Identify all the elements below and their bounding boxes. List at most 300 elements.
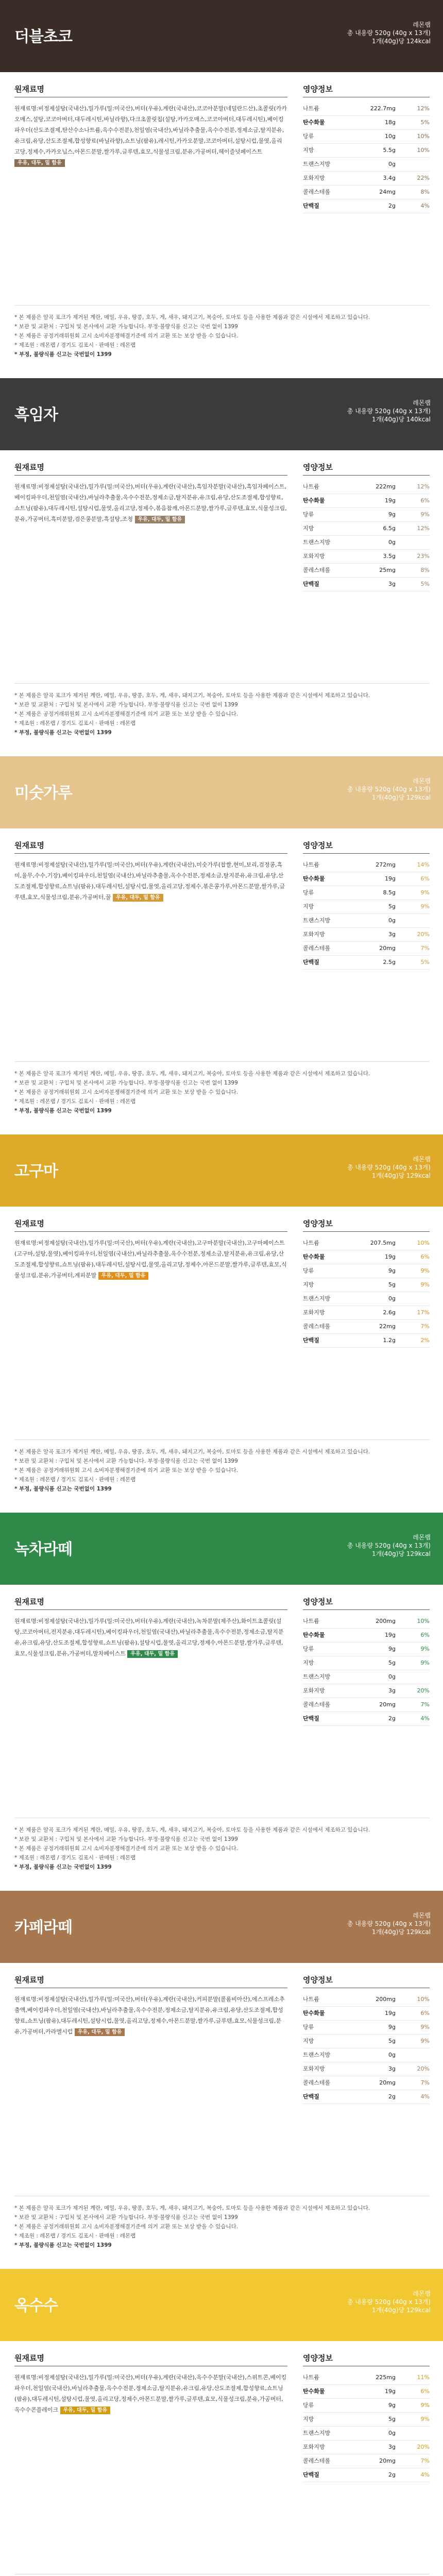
divider — [14, 853, 287, 854]
product-title: 녹차라떼 — [14, 1540, 72, 1558]
product-header-bar — [0, 1513, 443, 1585]
nutrient-name: 당류 — [303, 511, 314, 518]
product-meta — [347, 2290, 431, 2314]
ingredients-heading: 원재료명 — [14, 1597, 44, 1606]
nutrient-percent: 5% — [420, 959, 430, 965]
nutrient-percent: 4% — [420, 2471, 430, 2478]
allergen-badge: 우유, 대두, 밀 함유 — [14, 159, 65, 167]
note-line: * 본 제품은 공정거래위원회 고시 소비자분쟁해결기준에 의거 교환 또는 보상 받을 수 있습니다. — [14, 1845, 238, 1852]
nutrition-table — [303, 102, 430, 213]
nutrient-percent: 9% — [420, 2416, 430, 2422]
nutrition-table — [303, 1993, 430, 2104]
nutrient-percent: 22% — [417, 175, 430, 181]
nutrient-amount: 0g — [388, 2052, 396, 2058]
nutrient-amount: 2g — [388, 2093, 396, 2100]
nutrition-row — [303, 536, 430, 550]
note-line: * 제조원 : 레몬랩 / 경기도 김포시 · 판매원 : 레몬랩 — [14, 720, 136, 726]
note-line: * 제조원 : 레몬랩 / 경기도 김포시 · 판매원 : 레몬랩 — [14, 2233, 136, 2239]
nutrient-amount: 0g — [388, 917, 396, 924]
ingredients-list: 원재료명:비정제설탕(국내산),밀가루(밀:미국산),버터(우유),계란(국내산),고구마분말(국내산),고구마페이스트(고구마,설탕,물엿),베이킹파우더,천일염(국내산),바닐라추출물,옥수수전분,정제소금,탈지분유,유크림,유당,산도조절제,합성향료,쇼트닝(팜유),대두레시틴,설탕시럽,물엿,올리고당,정제수,아몬드분말,쌀가루,글루텐,효모,식물성크림,분유,가공버터,계피분말 — [14, 1240, 287, 1279]
nutrient-name: 지방 — [303, 1659, 314, 1666]
nutrition-row — [303, 1993, 430, 2007]
notes-block — [14, 1439, 430, 1494]
nutrient-name: 지방 — [303, 2038, 314, 2044]
nutrient-percent: 12% — [417, 525, 430, 532]
nutrient-percent: 8% — [420, 567, 430, 573]
divider — [303, 475, 430, 476]
product-meta-line: 1개(40g)당 129kcal — [371, 1550, 431, 1557]
nutrient-percent: 10% — [417, 1996, 430, 2003]
nutrition-row — [303, 508, 430, 522]
note-line: * 본 제품은 알곡 포크가 제거된 계란, 메밀, 우유, 땅콩, 호두, 게, 새우, 돼지고기, 복숭아, 토마토 등을 사용한 제품과 같은 시설에서 제조하고 있습니다. — [14, 692, 370, 699]
nutrient-percent: 9% — [420, 511, 430, 518]
divider — [303, 1231, 430, 1232]
nutrient-name: 당류 — [303, 1646, 314, 1652]
product-body — [0, 1207, 443, 1513]
nutrient-percent: 20% — [417, 2444, 430, 2450]
note-line: * 제조원 : 레몬랩 / 경기도 김포시 · 판매원 : 레몬랩 — [14, 1477, 136, 1483]
nutrient-amount: 0g — [388, 2430, 396, 2436]
note-line: * 부정, 불량식품 신고는 국번없이 1399 — [14, 2242, 112, 2248]
nutrition-row — [303, 2441, 430, 2454]
nutrient-percent: 8% — [420, 189, 430, 195]
nutrient-percent: 6% — [420, 875, 430, 882]
ingredients-text — [14, 859, 287, 903]
nutrient-name: 단백질 — [303, 2093, 319, 2100]
nutrient-name: 나트륨 — [303, 861, 319, 868]
nutrient-amount: 24mg — [379, 189, 396, 195]
ingredients-heading: 원재료명 — [14, 463, 44, 472]
divider — [14, 1231, 287, 1232]
nutrition-row — [303, 1236, 430, 1250]
nutrition-row — [303, 2048, 430, 2062]
note-line: * 부정, 불량식품 신고는 국번없이 1399 — [14, 730, 112, 736]
ingredients-list: 원재료명:비정제설탕(국내산),밀가루(밀:미국산),버터(우유),계란(국내산),녹차분말(제주산),화이트초콜릿(설탕,코코아버터,전지분유,대두레시틴),베이킹파우더,천일염(국내산),바닐라추출물,옥수수전분,정제소금,탈지분유,유크림,유당,산도조절제,합성향료,쇼트닝(팜유),설탕시럽,물엿,올리고당,정제수,아몬드분말,쌀가루,글루텐,효모,식물성크림,분유,가공버터,말차페이스트 — [14, 1618, 284, 1657]
nutrition-row — [303, 872, 430, 886]
nutrition-row — [303, 858, 430, 872]
product-meta-line: 총 내용량 520g (40g x 13개) — [347, 1920, 431, 1927]
nutrient-amount: 2g — [388, 2471, 396, 2478]
nutrition-row — [303, 480, 430, 494]
nutrient-name: 탄수화물 — [303, 497, 325, 504]
nutrient-name: 지방 — [303, 525, 314, 532]
nutrient-amount: 2.5g — [383, 959, 396, 965]
nutrient-percent: 7% — [420, 945, 430, 952]
nutrition-row — [303, 914, 430, 928]
nutrient-amount: 3g — [388, 2065, 396, 2072]
product-meta-line: 1개(40g)당 129kcal — [371, 2307, 431, 2314]
product-body — [0, 828, 443, 1134]
product-meta — [347, 1155, 431, 1180]
nutrient-name: 트랜스지방 — [303, 1673, 331, 1680]
nutrition-row — [303, 1250, 430, 1264]
product-section — [0, 1891, 443, 2269]
product-section — [0, 0, 443, 378]
nutrient-percent: 9% — [420, 1646, 430, 1652]
nutrient-amount: 222.7mg — [370, 105, 396, 112]
nutrient-name: 지방 — [303, 1281, 314, 1288]
product-meta-line: 레몬랩 — [413, 2290, 431, 2297]
nutrient-name: 포화지방 — [303, 931, 325, 938]
nutrient-amount: 200mg — [376, 1996, 396, 2003]
nutrient-amount: 19g — [385, 1253, 396, 1260]
nutrient-percent: 17% — [417, 1309, 430, 1316]
nutrient-name: 콜레스테롤 — [303, 189, 331, 195]
nutrient-percent: 9% — [420, 1267, 430, 1274]
nutrition-table — [303, 1236, 430, 1348]
nutrient-name: 탄수화물 — [303, 2388, 325, 2395]
note-line: * 본 제품은 알곡 포크가 제거된 계란, 메밀, 우유, 땅콩, 호두, 게, 새우, 돼지고기, 복숭아, 토마토 등을 사용한 제품과 같은 시설에서 제조하고 있습니다. — [14, 2205, 370, 2211]
allergen-badge: 우유, 대두, 밀 함유 — [98, 1272, 149, 1280]
nutrient-name: 트랜스지방 — [303, 917, 331, 924]
nutrient-percent — [396, 1292, 430, 1306]
nutrient-amount: 5g — [388, 2038, 396, 2044]
nutrient-amount: 3.5g — [383, 553, 396, 560]
nutrient-name: 트랜스지방 — [303, 539, 331, 546]
nutrient-percent: 20% — [417, 2065, 430, 2072]
nutrient-name: 콜레스테롤 — [303, 2458, 331, 2464]
nutrition-row — [303, 1712, 430, 1726]
nutrient-amount: 8.5g — [383, 889, 396, 896]
nutrient-amount: 3g — [388, 1687, 396, 1694]
note-line: * 본 제품은 알곡 포크가 제거된 계란, 메밀, 우유, 땅콩, 호두, 게, 새우, 돼지고기, 복숭아, 토마토 등을 사용한 제품과 같은 시설에서 제조하고 있습니다. — [14, 1827, 370, 1833]
ingredients-list: 원재료명:비정제설탕(국내산),밀가루(밀:미국산),버터(우유),계란(국내산),코코아분말(네덜란드산),초콜릿(카카오매스,설탕,코코아버터,대두레시틴,바닐라향),다크초콜릿칩(설탕,카카오매스,코코아버터,대두레시틴),베이킹파우더(산도조절제,탄산수소나트륨,옥수수전분),천일염(국내산),바닐라추출물,옥수수전분,정제소금,탈지분유,유크림,유당,산도조절제,합성향료(바닐라향),쇼트닝(팜유),레시틴,카카오분말,코코아버터,설탕시럽,물엿,올리고당,정제수,카카오닙스,아몬드분말,쌀가루,글루텐,효모,식물성크림,분유,가공버터,헤이즐넛페이스트 — [14, 105, 287, 155]
nutrient-name: 탄수화물 — [303, 1253, 325, 1260]
nutrient-name: 나트륨 — [303, 2374, 319, 2381]
product-title: 미숫가루 — [14, 784, 72, 802]
product-meta-line: 레몬랩 — [413, 1534, 431, 1541]
product-title: 고구마 — [14, 1162, 58, 1180]
nutrient-percent: 6% — [420, 1253, 430, 1260]
product-meta-line: 총 내용량 520g (40g x 13개) — [347, 1542, 431, 1549]
nutrient-name: 포화지방 — [303, 175, 325, 181]
nutrition-row — [303, 2399, 430, 2413]
nutrient-amount: 5g — [388, 1659, 396, 1666]
nutrient-percent: 6% — [420, 497, 430, 504]
nutrition-row — [303, 564, 430, 578]
nutrient-amount: 272mg — [376, 861, 396, 868]
nutrient-percent: 6% — [420, 2388, 430, 2395]
nutrition-row — [303, 2413, 430, 2427]
note-line: * 부정, 불량식품 신고는 국번없이 1399 — [14, 1486, 112, 1492]
nutrient-percent: 9% — [420, 903, 430, 910]
product-title: 흑임자 — [14, 406, 58, 424]
nutrition-row — [303, 2035, 430, 2048]
product-meta-line: 총 내용량 520g (40g x 13개) — [347, 408, 431, 415]
ingredients-list: 원재료명:비정제설탕(국내산),밀가루(밀:미국산),버터(우유),계란(국내산),흑임자분말(국내산),흑임자페이스트,베이킹파우더,천일염(국내산),바닐라추출물,옥수수전분,정제소금,탈지분유,유크림,유당,산도조절제,합성향료,쇼트닝(팜유),대두레시틴,설탕시럽,물엿,올리고당,정제수,볶음참깨,아몬드분말,쌀가루,글루텐,효모,식물성크림,분유,가공버터,흑미분말,검은콩분말,흑설탕,조청 — [14, 483, 287, 522]
product-meta-line: 1개(40g)당 129kcal — [371, 1172, 431, 1179]
ingredients-heading: 원재료명 — [14, 1975, 44, 1985]
divider — [14, 475, 287, 476]
nutrient-amount: 222mg — [376, 483, 396, 490]
nutrition-table — [303, 480, 430, 591]
nutrition-row — [303, 158, 430, 172]
notes-block — [14, 305, 430, 359]
nutrition-row — [303, 2427, 430, 2441]
nutrition-row — [303, 2385, 430, 2399]
product-meta-line: 레몬랩 — [413, 399, 431, 406]
nutrient-percent — [396, 2048, 430, 2062]
nutrient-percent: 9% — [420, 2038, 430, 2044]
nutrition-table — [303, 1615, 430, 1726]
nutrient-amount: 5g — [388, 903, 396, 910]
notes-block — [14, 2196, 430, 2250]
allergen-badge: 우유, 대두, 밀 함유 — [75, 2028, 125, 2036]
allergen-badge: 우유, 대두, 밀 함유 — [113, 894, 163, 902]
nutrition-row — [303, 2007, 430, 2021]
nutrient-percent: 12% — [417, 483, 430, 490]
nutrient-name: 탄수화물 — [303, 875, 325, 882]
note-line: * 본 제품은 알곡 포크가 제거된 계란, 메밀, 우유, 땅콩, 호두, 게, 새우, 돼지고기, 복숭아, 토마토 등을 사용한 제품과 같은 시설에서 제조하고 있습니다. — [14, 1071, 370, 1077]
nutrition-row — [303, 886, 430, 900]
nutrient-percent: 7% — [420, 1323, 430, 1330]
nutrient-percent — [396, 914, 430, 927]
nutrient-name: 지방 — [303, 147, 314, 154]
ingredients-text — [14, 1616, 287, 1659]
nutrient-name: 탄수화물 — [303, 2010, 325, 2016]
product-title: 옥수수 — [14, 2297, 58, 2315]
product-meta — [347, 399, 431, 423]
nutrient-name: 나트륨 — [303, 1618, 319, 1624]
nutrient-percent: 9% — [420, 2402, 430, 2409]
note-line: * 보관 및 교환처 : 구입처 및 본사에서 교환 가능합니다. 부정·불량식품 신고는 국번 없이 1399 — [14, 702, 238, 708]
nutrition-heading: 영양정보 — [303, 1219, 333, 1228]
nutrient-name: 트랜스지방 — [303, 1295, 331, 1302]
product-title: 더블초코 — [14, 28, 72, 46]
nutrient-name: 포화지방 — [303, 2065, 325, 2072]
notes-block — [14, 683, 430, 737]
nutrient-amount: 9g — [388, 1646, 396, 1652]
nutrient-name: 당류 — [303, 2402, 314, 2409]
note-line: * 제조원 : 레몬랩 / 경기도 김포시 · 판매원 : 레몬랩 — [14, 1855, 136, 1861]
nutrient-percent: 12% — [417, 105, 430, 112]
nutrient-amount: 1.2g — [383, 1337, 396, 1344]
nutrient-amount: 5g — [388, 2416, 396, 2422]
notes-block — [14, 1818, 430, 1872]
nutrition-row — [303, 2468, 430, 2482]
note-line: * 본 제품은 알곡 포크가 제거된 계란, 메밀, 우유, 땅콩, 호두, 게, 새우, 돼지고기, 복숭아, 토마토 등을 사용한 제품과 같은 시설에서 제조하고 있습니다. — [14, 1449, 370, 1455]
nutrition-row — [303, 494, 430, 508]
product-meta — [347, 21, 431, 45]
divider — [14, 1609, 287, 1610]
nutrient-amount: 225mg — [376, 2374, 396, 2381]
nutrient-amount: 19g — [385, 497, 396, 504]
nutrition-row — [303, 1306, 430, 1320]
nutrient-name: 당류 — [303, 889, 314, 896]
nutrient-name: 나트륨 — [303, 105, 319, 112]
nutrition-row — [303, 1292, 430, 1306]
note-line: * 본 제품은 공정거래위원회 고시 소비자분쟁해결기준에 의거 교환 또는 보상 받을 수 있습니다. — [14, 1089, 238, 1095]
nutrition-row — [303, 185, 430, 199]
nutrient-percent: 5% — [420, 119, 430, 126]
product-section — [0, 2269, 443, 2576]
nutrient-amount: 3g — [388, 931, 396, 938]
nutrient-percent: 14% — [417, 861, 430, 868]
nutrient-amount: 9g — [388, 1267, 396, 1274]
nutrient-name: 지방 — [303, 2416, 314, 2422]
nutrient-percent: 20% — [417, 1687, 430, 1694]
nutrient-name: 트랜스지방 — [303, 2430, 331, 2436]
nutrient-percent: 23% — [417, 553, 430, 560]
nutrient-name: 지방 — [303, 903, 314, 910]
product-meta-line: 레몬랩 — [413, 777, 431, 785]
nutrient-name: 포화지방 — [303, 553, 325, 560]
nutrient-percent: 11% — [417, 2374, 430, 2381]
divider — [303, 1609, 430, 1610]
nutrient-name: 콜레스테롤 — [303, 567, 331, 573]
product-meta — [347, 777, 431, 802]
nutrient-amount: 0g — [388, 1673, 396, 1680]
nutrient-amount: 9g — [388, 511, 396, 518]
nutrition-heading: 영양정보 — [303, 463, 333, 472]
ingredients-text — [14, 481, 287, 524]
nutrient-percent: 10% — [417, 147, 430, 154]
ingredients-text — [14, 1238, 287, 1281]
nutrient-amount: 5.5g — [383, 147, 396, 154]
product-meta-line: 총 내용량 520g (40g x 13개) — [347, 2298, 431, 2306]
nutrient-name: 나트륨 — [303, 1240, 319, 1246]
product-body — [0, 450, 443, 756]
product-header-bar — [0, 1891, 443, 1963]
nutrient-percent: 9% — [420, 1281, 430, 1288]
allergen-badge: 우유, 대두, 밀 함유 — [135, 516, 185, 523]
nutrient-name: 탄수화물 — [303, 1632, 325, 1638]
nutrient-name: 당류 — [303, 133, 314, 140]
nutrient-percent: 7% — [420, 2458, 430, 2464]
ingredients-list: 원재료명:비정제설탕(국내산),밀가루(밀:미국산),버터(우유),계란(국내산),미숫가루(찹쌀,현미,보리,검정콩,흑미,율무,수수,기장),베이킹파우더,천일염(국내산),바닐라추출물,옥수수전분,정제소금,탈지분유,유크림,유당,산도조절제,합성향료,쇼트닝(팜유),대두레시틴,설탕시럽,물엿,올리고당,정제수,볶은콩가루,아몬드분말,쌀가루,글루텐,효모,식물성크림,분유,가공버터,꿀 — [14, 861, 285, 901]
nutrient-percent — [396, 1670, 430, 1684]
ingredients-heading: 원재료명 — [14, 841, 44, 850]
nutrient-name: 포화지방 — [303, 1687, 325, 1694]
product-meta-line: 레몬랩 — [413, 21, 431, 28]
nutrition-row — [303, 522, 430, 536]
allergen-badge: 우유, 대두, 밀 함유 — [60, 2406, 111, 2414]
product-meta-line: 1개(40g)당 129kcal — [371, 1928, 431, 1936]
nutrient-amount: 0g — [388, 1295, 396, 1302]
notes-block — [14, 1061, 430, 1115]
nutrition-row — [303, 1629, 430, 1642]
allergen-badge: 우유, 대두, 밀 함유 — [127, 1650, 178, 1658]
product-header-bar — [0, 378, 443, 450]
nutrient-name: 단백질 — [303, 2471, 319, 2478]
ingredients-heading: 원재료명 — [14, 1219, 44, 1228]
nutrient-percent: 9% — [420, 1659, 430, 1666]
note-line: * 보관 및 교환처 : 구입처 및 본사에서 교환 가능합니다. 부정·불량식품 신고는 국번 없이 1399 — [14, 2214, 238, 2221]
nutrient-percent: 2% — [420, 1337, 430, 1344]
ingredients-list: 원재료명:비정제설탕(국내산),밀가루(밀:미국산),버터(우유),계란(국내산),옥수수분말(국내산),스위트콘,베이킹파우더,천일염(국내산),바닐라추출물,옥수수전분,정제소금,탈지분유,유크림,유당,산도조절제,합성향료,쇼트닝(팜유),대두레시틴,설탕시럽,물엿,올리고당,정제수,아몬드분말,쌀가루,글루텐,효모,식물성크림,분유,가공버터,옥수수콘플레이크 — [14, 2374, 287, 2413]
nutrient-name: 콜레스테롤 — [303, 1701, 331, 1708]
nutrition-row — [303, 550, 430, 564]
nutrient-percent: 10% — [417, 133, 430, 140]
product-header-bar — [0, 2269, 443, 2341]
product-section — [0, 1134, 443, 1513]
nutrition-row — [303, 1320, 430, 1334]
nutrient-name: 콜레스테롤 — [303, 2079, 331, 2086]
product-meta-line: 레몬랩 — [413, 1156, 431, 1163]
nutrient-name: 나트륨 — [303, 483, 319, 490]
nutrient-percent: 4% — [420, 2093, 430, 2100]
nutrient-name: 단백질 — [303, 1337, 319, 1344]
product-meta-line: 레몬랩 — [413, 1912, 431, 1919]
nutrient-amount: 9g — [388, 2402, 396, 2409]
nutrient-amount: 19g — [385, 875, 396, 882]
nutrient-amount: 19g — [385, 2388, 396, 2395]
product-header-bar — [0, 0, 443, 72]
nutrition-row — [303, 1698, 430, 1712]
nutrient-name: 단백질 — [303, 202, 319, 209]
nutrient-amount: 10g — [385, 133, 396, 140]
nutrient-amount: 5g — [388, 1281, 396, 1288]
note-line: * 본 제품은 알곡 포크가 제거된 계란, 메밀, 우유, 땅콩, 호두, 게, 새우, 돼지고기, 복숭아, 토마토 등을 사용한 제품과 같은 시설에서 제조하고 있습니다. — [14, 314, 370, 320]
note-line: * 부정, 불량식품 신고는 국번없이 1399 — [14, 351, 112, 358]
nutrient-name: 트랜스지방 — [303, 161, 331, 167]
nutrition-heading: 영양정보 — [303, 84, 333, 94]
nutrient-amount: 20mg — [379, 2079, 396, 2086]
nutrition-row — [303, 2090, 430, 2104]
note-line: * 보관 및 교환처 : 구입처 및 본사에서 교환 가능합니다. 부정·불량식품 신고는 국번 없이 1399 — [14, 324, 238, 330]
nutrition-heading: 영양정보 — [303, 1975, 333, 1985]
product-title: 카페라떼 — [14, 1919, 72, 1937]
nutrient-amount: 19g — [385, 1632, 396, 1638]
note-line: * 본 제품은 공정거래위원회 고시 소비자분쟁해결기준에 의거 교환 또는 보상 받을 수 있습니다. — [14, 333, 238, 339]
nutrient-amount: 25mg — [379, 567, 396, 573]
product-meta-line: 총 내용량 520g (40g x 13개) — [347, 29, 431, 37]
nutrient-percent: 6% — [420, 2010, 430, 2016]
nutrient-name: 콜레스테롤 — [303, 945, 331, 952]
nutrition-row — [303, 900, 430, 914]
nutrition-row — [303, 1656, 430, 1670]
nutrient-amount: 18g — [385, 119, 396, 126]
product-body — [0, 2341, 443, 2576]
nutrient-percent: 20% — [417, 931, 430, 938]
note-line: * 보관 및 교환처 : 구입처 및 본사에서 교환 가능합니다. 부정·불량식품 신고는 국번 없이 1399 — [14, 1458, 238, 1464]
nutrition-row — [303, 578, 430, 591]
nutrition-heading: 영양정보 — [303, 2353, 333, 2363]
nutrient-percent: 7% — [420, 2079, 430, 2086]
nutrition-row — [303, 144, 430, 158]
note-line: * 부정, 불량식품 신고는 국번없이 1399 — [14, 1108, 112, 1114]
nutrient-amount: 9g — [388, 2024, 396, 2030]
nutrient-amount: 0g — [388, 539, 396, 546]
nutrient-amount: 20mg — [379, 2458, 396, 2464]
nutrition-row — [303, 928, 430, 942]
nutrient-percent — [396, 158, 430, 171]
nutrition-row — [303, 2021, 430, 2035]
product-header-bar — [0, 756, 443, 828]
note-line: * 본 제품은 공정거래위원회 고시 소비자분쟁해결기준에 의거 교환 또는 보상 받을 수 있습니다. — [14, 1467, 238, 1473]
nutrient-name: 트랜스지방 — [303, 2052, 331, 2058]
product-meta — [347, 1533, 431, 1558]
ingredients-list: 원재료명:비정제설탕(국내산),밀가루(밀:미국산),버터(우유),계란(국내산),커피분말(콜롬비아산),에스프레소추출액,베이킹파우더,천일염(국내산),바닐라추출물,옥수수전분,정제소금,탈지분유,유크림,유당,산도조절제,합성향료,쇼트닝(팜유),대두레시틴,설탕시럽,물엿,올리고당,정제수,아몬드분말,쌀가루,글루텐,효모,식물성크림,분유,가공버터,카라멜시럽 — [14, 1996, 285, 2035]
nutrient-percent: 9% — [420, 889, 430, 896]
nutrient-percent: 4% — [420, 1715, 430, 1722]
nutrition-row — [303, 1264, 430, 1278]
nutrition-row — [303, 942, 430, 956]
ingredients-heading: 원재료명 — [14, 2353, 44, 2363]
nutrient-name: 단백질 — [303, 959, 319, 965]
product-body — [0, 72, 443, 378]
product-body — [0, 1963, 443, 2269]
nutrient-amount: 207.5mg — [370, 1240, 396, 1246]
nutrient-name: 당류 — [303, 2024, 314, 2030]
nutrition-row — [303, 199, 430, 213]
nutrient-percent: 10% — [417, 1240, 430, 1246]
divider — [303, 853, 430, 854]
nutrient-percent — [396, 536, 430, 549]
product-meta-line: 총 내용량 520g (40g x 13개) — [347, 786, 431, 793]
nutrient-percent: 4% — [420, 202, 430, 209]
nutrient-percent: 5% — [420, 581, 430, 587]
